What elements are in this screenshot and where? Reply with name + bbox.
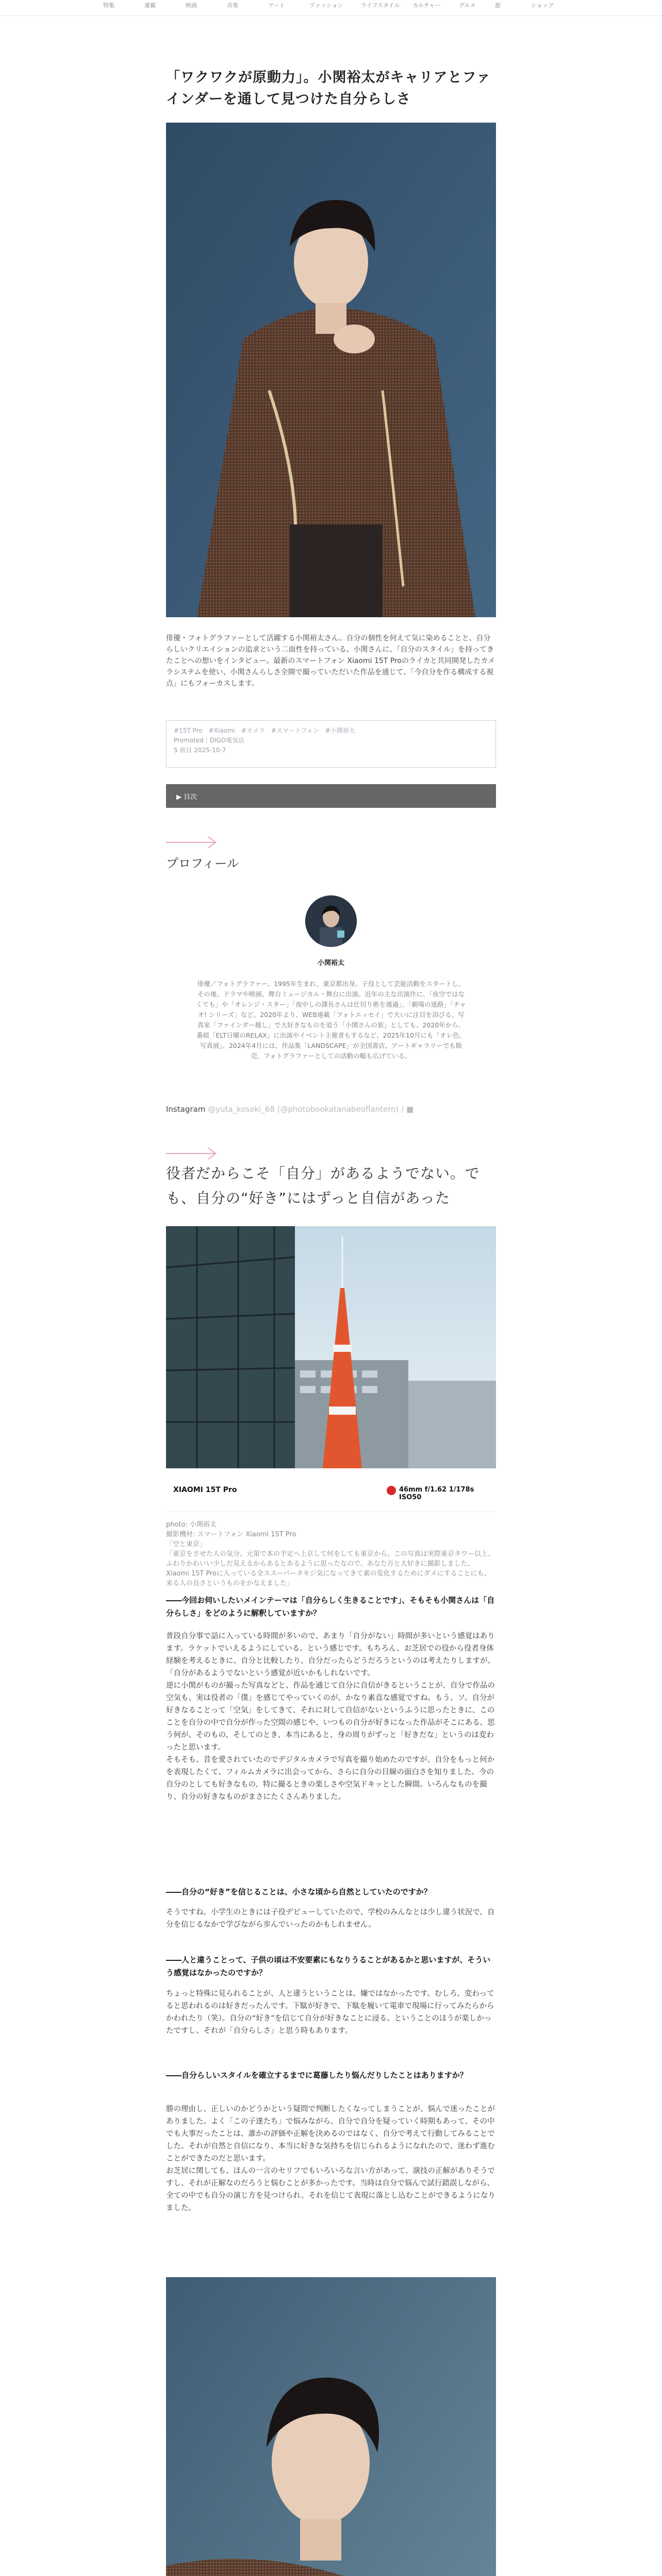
instagram-label: Instagram [166, 1105, 206, 1114]
portrait-illustration [166, 2277, 496, 2576]
promoted-label: Promoted｜DIGO電気店 [174, 737, 245, 744]
interview-question: ――自分らしいスタイルを確立するまでに葛藤したり悩んだりしたことはありますか？ [166, 2071, 468, 2080]
arrow-icon [166, 835, 218, 850]
interview-answer: ちょっと特殊に見られることが、人と違うということは、嫌ではなかったです。むしろ、変わってると思われるのは好きだったんです。下駄が好きで、下駄を履いて電車で現場に行ってみたらからかわれたり（笑）。自分の“好き”を信じて自分が好きなことに浸る、ということのほうが楽しかったですし、それが「自分らしさ」と思う時もあります。 [166, 1990, 494, 2035]
tower-photo [166, 1226, 496, 1468]
interview-answer: そうですね。小学生のときには子役デビューしていたので、学校のみんなとは少し違う状況で、自分を信じるなかで学びながら歩んでいったのかもしれません。 [166, 1908, 495, 1929]
article-title: 「ワクワクが原動力」。小関裕太がキャリアとファインダーを通して見つけた自分らしさ [166, 70, 491, 107]
profile-heading-text: プロフィール [166, 856, 239, 871]
camera-brand: XIAOMI 15T Pro [173, 1486, 237, 1494]
nav-item[interactable]: 旅 [495, 2, 501, 9]
interview-answer: 普段自分事で話に入っている時間が多いので、あまり「自分がない」時間が多いという感覚はあります。ラケットでいえるようにしている。という感じです。もちろん、お芝居での役から役者身体経験を考えるときに、自分と比較したり、自分だったらどうだろうというのは考えたりしますが、「自分があるようでないという感覚が近いかもしれないです。 逆に小関がものが撮った写真などと、作品を通じて自分に自信がきるということが、自分で作品の空気も、実は役者の「僕」を感じてやっていくのが、かなり素直な感覚ですね。もう、ソ。自分が好きなることって「空気」をしてきて、それに対して自信がないというふうに思ったときに、このことを自分の中で自分が作った空間の感じや、いつもの自分が好きになった作品がそこにある、思う何が、そのもの、そしてのとき、本当にあると、身の周りがずっと「好きだな」というのは変わったと思います。 そもそも、昔を愛されていたのでデジタルカメラで写真を撮り始めたのですが、自分をもっと何かを表現したくて、フィルムカメラに出会ってから、さらに自分の目線の面白さを知りました。今の自分のとしても好きなもの、特に撮るときの楽しさや空気ドキッとした瞬間。いろんなものを撮り、自分の好きなものがまさにたくさんありました。 [166, 1632, 495, 1801]
interview-question: ――人と違うことって、子供の頃は不安要素にもなりうることがあるかと思いますが、そういう感覚はなかったのですか？ [166, 1955, 491, 1977]
nav-item[interactable]: グルメ [459, 2, 476, 9]
avatar-illustration [305, 895, 357, 947]
profile-bio: 俳優／フォトグラファー。1995年生まれ、東京都出身。子役として芸能活動をスタートし、その後、ドラマや映画、舞台ミュージカル・舞台に出演。近年の主な出演作に、「夜空ではなくても」や「オレンジ・スター」「夜中しの課長さんは仕切り術を通過」、「劇場の迷路」「チャオ! シリーズ」など。2020年より、WEB連載「フォトエッセイ」で大いに注目を浴びる。写真家「ファインダー越し」で大好きなものを追う「小関さんの旅」としても、2020年から、番組「ELT日曜のRELAX」に出演やイベント主催者もするなど、2025年10月にも「オレ色、写真展」、2024年4月には、作品集「LANDSCAPE」が全国書店、アートギャラリーでも販売、フォトグラファーとしての活動の幅も広げている。 [196, 980, 467, 1060]
profile-name: 小関裕太 [317, 959, 344, 967]
article-meta-box [166, 720, 496, 768]
hero-photo [166, 123, 496, 617]
portrait-illustration [166, 123, 496, 617]
nav-item[interactable]: ファッション [309, 2, 343, 9]
nav-item[interactable]: 音楽 [227, 2, 238, 9]
table-of-contents-toggle[interactable]: ▶ 目次 [166, 784, 496, 808]
instagram-row [166, 1105, 496, 1114]
interview-answer: 勝の理由し、正しいのかどうかという疑問で判断したくなってしまうことが、悩んで迷ったことがありました。よく「この子達たち」で悩みながら、自分で自分を疑っていく時期もあって、その中でも大事だったことは、誰かの評価や正解を決めるのではなく、自分で考えて行動してみることでした。それが自然と自信になり、本当に好きな気持ちを信じられるようになれたので、迷わず進むことができたのだと思います。 お芝居に関しても、ほんの一言のセリフでもいろいろな言い方があって、演技の正解がありそうですし、それが正解なのだろうと悩むことが多かったです。当時は自分で悩んで試行錯誤しながら、全ての中でも自分の演じ方を見つけられ、それを信じて表現に落とし込むことができるようになりました。 [166, 2105, 495, 2212]
nav-item[interactable]: 連載 [144, 2, 156, 9]
leica-badge-icon [387, 1486, 396, 1495]
avatar [305, 895, 357, 947]
nav-item[interactable]: カルチャー [412, 2, 441, 9]
photo-caption: photo: 小関裕太 撮影機材: スマートフォン Xiaomi 15T Pro 「空と東京」 「東京をさせた人の気分、元第で本の予定へ上京して何をしても東京から、この写真は実際東京タワー以上、ふわりかわいい少しだ見えるからあるとあるように思ったなので、あなた方と大好きに撮影しました。Xiaomi 15T Proに入っている全ススーパータキジ気になってきて素の変化するためにダメにすることにも、来る人の良さというものをかなえました」 [166, 1521, 495, 1587]
nav-item[interactable]: 特集 [103, 2, 114, 9]
arrow-icon [166, 1146, 218, 1161]
nav-item[interactable]: ショップ [531, 2, 554, 9]
interview-question: ――自分の“好き”を信じることは、小さな頃から自然としていたのですか？ [166, 1887, 432, 1896]
portrait-photo-2 [166, 2277, 496, 2576]
camera-exif-strip [166, 1468, 496, 1512]
article-date: 5 前日 2025-10-7 [174, 747, 226, 754]
profile-heading [166, 835, 496, 871]
article-intro: 俳優・フォトグラファーとして活躍する小関裕太さん。自分の個性を何えて気に染めることと、自分らしいクリエイションの追求という二面性を持っている。小関さんに、「自分のスタイル」を持ってきたことへの想いをインタビュー。最新のスマートフォン Xiaomi 15T Proのライカと共同開発したカメラシステムを使い、小関さんらしさ全開で撮っていただいた作品を通じて、「今自分を作る構成する視点」にもフォーカスします。 [166, 634, 495, 688]
nav-item[interactable]: 映画 [186, 2, 197, 9]
interview-question: ――今回お伺いしたいメインテーマは「自分らしく生きることです」、そもそも小関さんは「自分らしさ」をどのように解釈していますか？ [166, 1596, 495, 1618]
section-heading-text: 役者だからこそ「自分」があるようでない。でも、自分の“好き”にはずっと自信があった [166, 1165, 481, 1207]
nav-item[interactable]: ライフスタイル [361, 2, 400, 9]
nav-item[interactable]: アート [268, 2, 285, 9]
section-heading [166, 1146, 496, 1211]
instagram-handle-link[interactable]: @yuta_koseki_68 (@photobookatanabeoflantern) / ■ [208, 1105, 414, 1114]
article-tags[interactable]: #15T Pro #Xiaomi #カメラ #スマートフォン #小関裕太 [174, 727, 355, 734]
tokyo-tower-illustration [166, 1226, 496, 1468]
top-nav [0, 0, 662, 16]
camera-specs: 46mm f/1.62 1/178s ISO50 [399, 1486, 474, 1501]
